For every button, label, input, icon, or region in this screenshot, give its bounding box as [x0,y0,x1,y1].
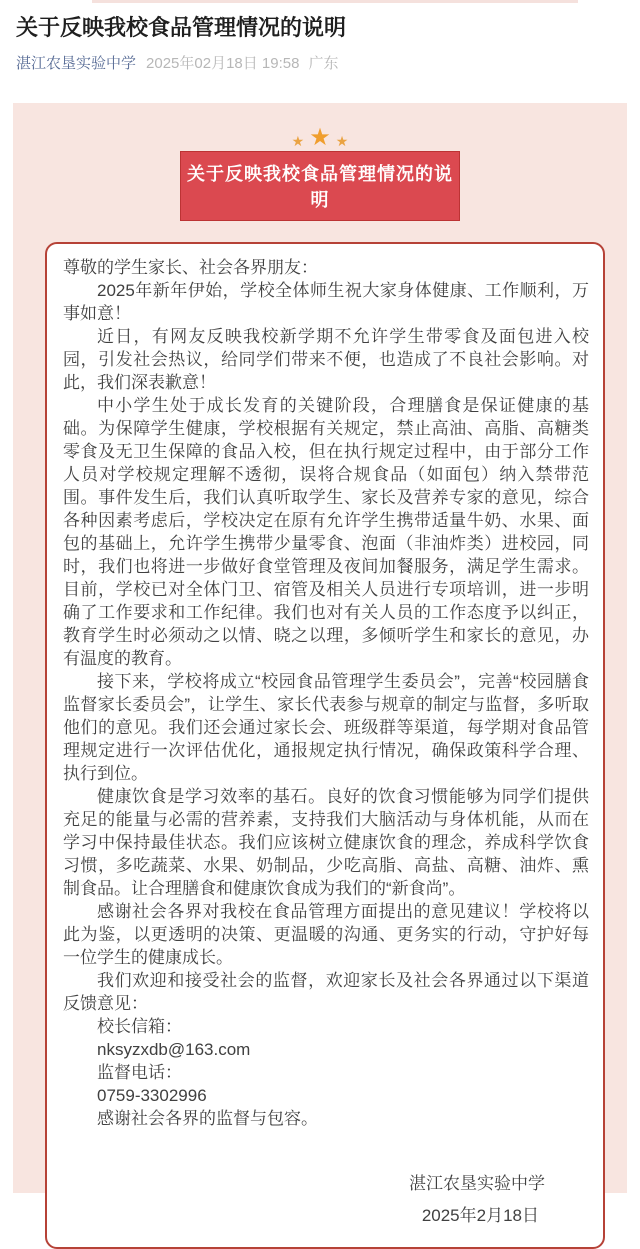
signature-school-name: 湛江农垦实验中学 [409,1174,545,1193]
letter-paragraph: 感谢社会各界对我校在食品管理方面提出的意见建议！学校将以此为鉴，以更透明的决策、更温暖的沟通、更务实的行动，守护好每一位学生的健康成长。 [63,902,589,967]
letter-paragraph: 健康饮食是学习效率的基石。良好的饮食习惯能够为同学们提供充足的能量与必需的营养素，支持我们大脑活动与身体机能，从而在学习中保持最佳状态。我们应该树立健康饮食的理念，养成科学饮食习惯，多吃蔬菜、水果、奶制品，少吃高脂、高盐、高糖、油炸、熏制食品。让合理膳食和健康饮食成为我们的“新食尚”。 [63,787,589,898]
star-icon: ★ [335,133,349,149]
contact-line: 感谢社会各界的监督与包容。 [97,1109,318,1128]
article-header [0,0,640,74]
publish-location: 广东 [308,55,339,72]
contact-line: 0759-3302996 [97,1086,207,1105]
signature-date: 2025年2月18日 [421,1206,539,1225]
letter-paragraph: 我们欢迎和接受社会的监督，欢迎家长及社会各界通过以下渠道反馈意见： [63,971,589,1013]
letter-contact-block [63,1015,589,1130]
letter-paragraph: 2025年新年伊始，学校全体师生祝大家身体健康、工作顺利，万事如意！ [63,281,589,323]
article-title: 关于反映我校食品管理情况的说明 [16,15,347,40]
contact-line: 监督电话： [97,1063,182,1082]
scrolled-banner-edge [92,0,578,3]
letter-paragraph: 近日，有网友反映我校新学期不允许学生带零食及面包进入校园，引发社会热议，给同学们带来不便，也造成了不良社会影响。对此，我们深表歉意！ [63,327,589,392]
letter-salutation: 尊敬的学生家长、社会各界朋友： [63,258,318,277]
account-name-link[interactable]: 湛江农垦实验中学 [16,55,137,72]
stars-decoration [13,124,627,150]
star-icon: ★ [291,133,305,149]
announcement-letter [45,242,605,1249]
poster-banner-title: 关于反映我校食品管理情况的说明 [180,151,460,221]
star-icon: ★ [309,124,331,151]
letter-body [63,279,589,1015]
announcement-poster [13,103,627,1225]
letter-paragraph: 接下来，学校将成立“校园食品管理学生委员会”，完善“校园膳食监督家长委员会”，让学生、家长代表参与规章的制定与监督，多听取他们的意见。我们还会通过家长会、班级群等渠道，每学期对食品管理规定进行一次评估优化，通报规定执行情况，确保政策科学合理、执行到位。 [63,672,589,783]
publish-date: 2025年02月18日 19:58 [146,55,300,72]
contact-line: 校长信箱： [97,1017,182,1036]
letter-paragraph: 中小学生处于成长发育的关键阶段，合理膳食是保证健康的基础。为保障学生健康，学校根据有关规定，禁止高油、高脂、高糖类零食及无卫生保障的食品入校，但在执行规定过程中，由于部分工作人员对学校规定理解不透彻，误将合规食品（如面包）纳入禁带范围。事件发生后，我们认真听取学生、家长及营养专家的意见，综合各种因素考虑后，学校决定在原有允许学生携带适量牛奶、水果、面包的基础上，允许学生携带少量零食、泡面（非油炸类）进校园，同时，我们也将进一步做好食堂管理及夜间加餐服务，满足学生需求。目前，学校已对全体门卫、宿管及相关人员进行专项培训，进一步明确了工作要求和工作纪律。我们也对有关人员的工作态度予以纠正，教育学生时必须动之以情、晓之以理，多倾听学生和家长的意见，办有温度的教育。 [63,396,589,668]
contact-line: nksyzxdb@163.com [97,1040,251,1059]
byline [16,54,624,74]
